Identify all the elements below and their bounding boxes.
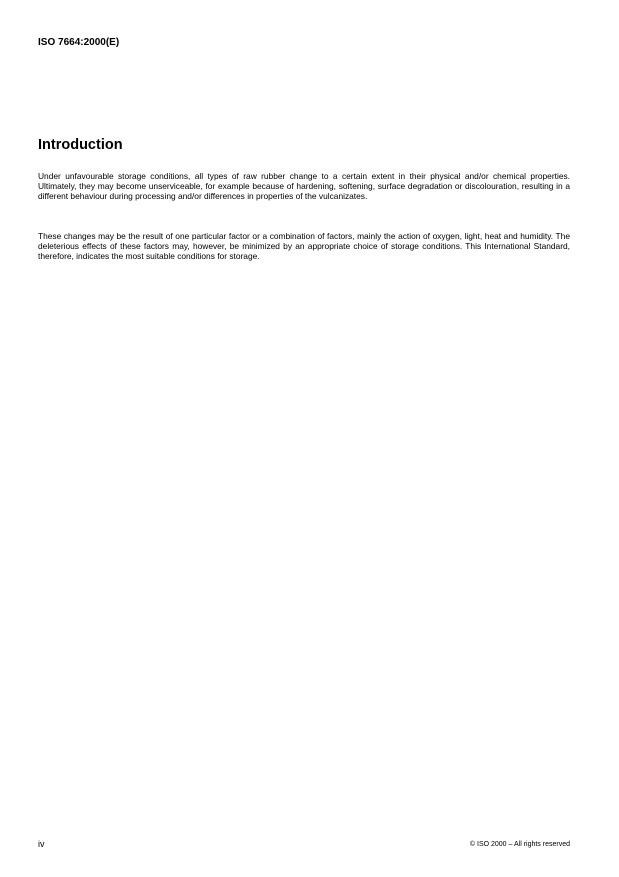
page-number: iv [38, 839, 45, 849]
copyright-notice: © ISO 2000 – All rights reserved [469, 841, 570, 848]
paragraph-1: Under unfavourable storage conditions, all types of raw rubber change to a certain extent in their physical and/or chemical properties. Ultimately, they may become unserviceable, for example because of hardening, softening, surface degradation or discolouration, resulting in a different behaviour during processing and/or differences in properties of the vulcanizates. [38, 171, 570, 202]
paragraph-2: These changes may be the result of one particular factor or a combination of factors, mainly the action of oxygen, light, heat and humidity. The deleterious effects of these factors may, however, be minimized by an appropriate choice of storage conditions. This International Standard, therefore, indicates the most suitable conditions for storage. [38, 231, 570, 262]
document-header: ISO 7664:2000(E) [38, 37, 120, 48]
section-title: Introduction [38, 137, 123, 153]
